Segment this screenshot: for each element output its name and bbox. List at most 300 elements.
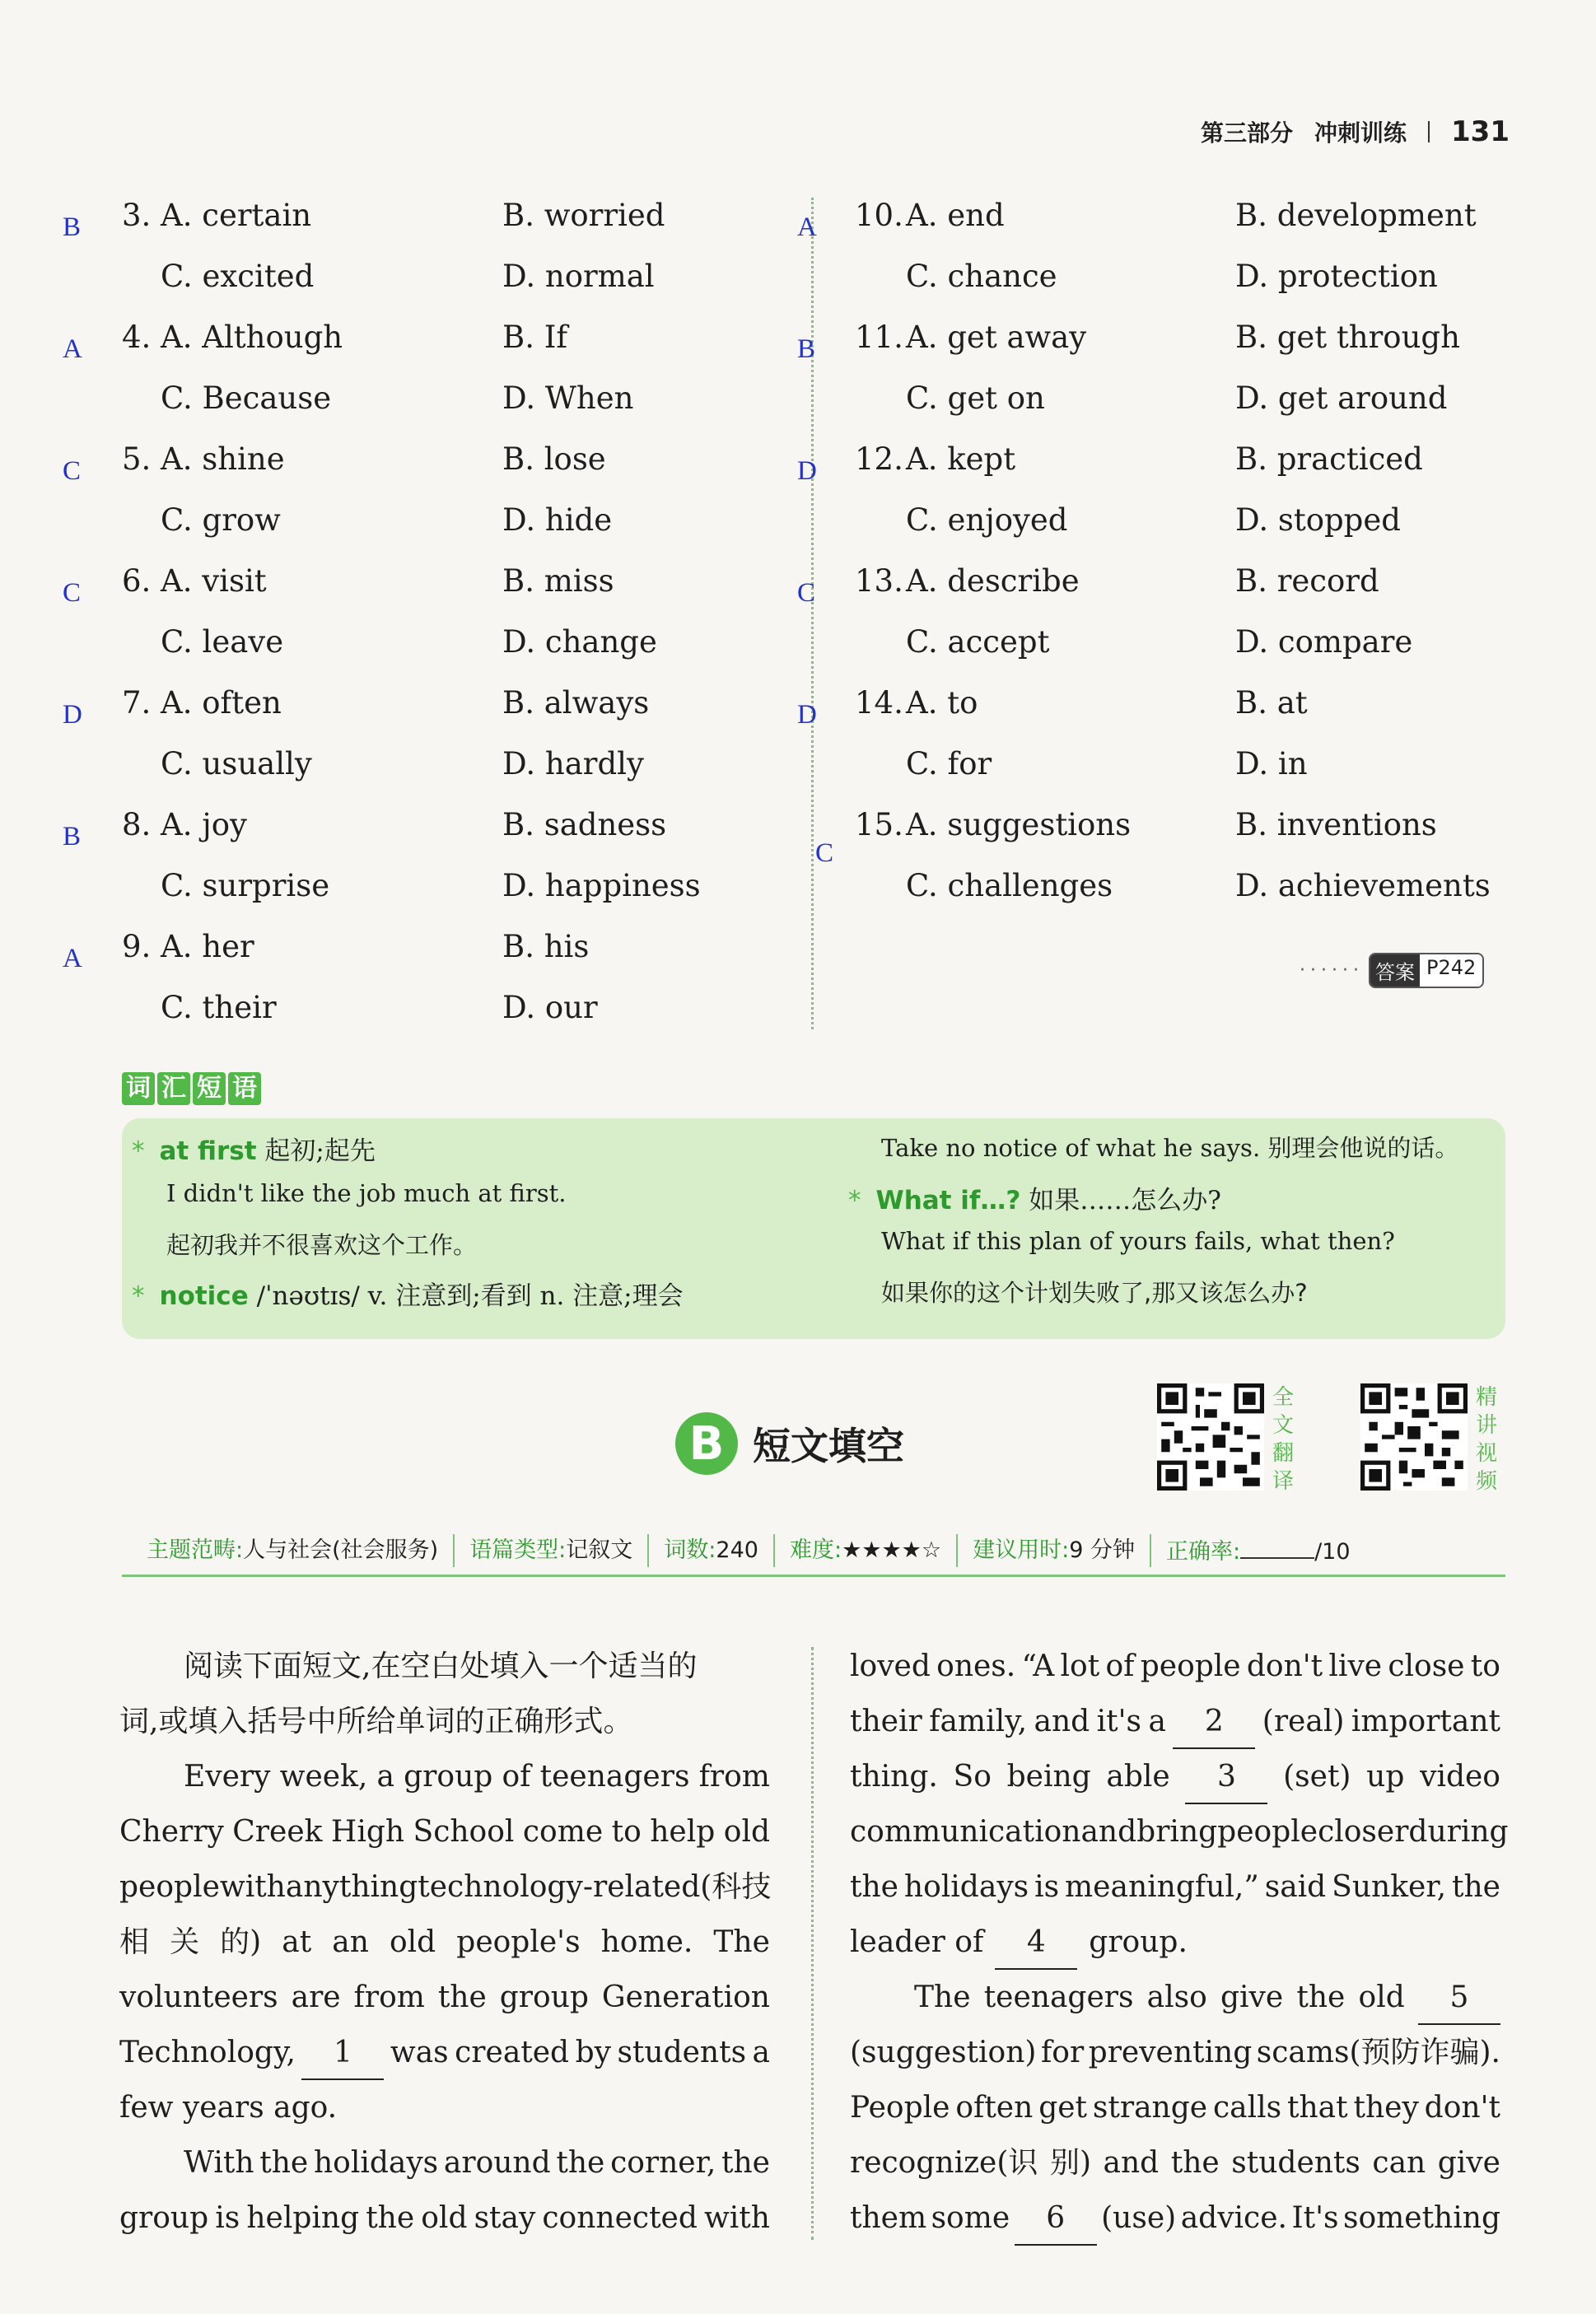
answer-blank[interactable]: 6 bbox=[1015, 2190, 1097, 2246]
info-label: 语篇类型: bbox=[469, 1537, 567, 1563]
info-label: 词数: bbox=[664, 1537, 716, 1563]
vocab-box bbox=[122, 1118, 1505, 1339]
options-left-column bbox=[58, 198, 799, 1051]
vocab-meaning: 起初;起先 bbox=[256, 1136, 376, 1166]
passage-text: leader of bbox=[850, 1925, 984, 1959]
passage-word: thing. bbox=[850, 1760, 938, 1794]
passage-word: stay bbox=[474, 2201, 536, 2235]
question-block bbox=[58, 807, 799, 929]
passage-word: live bbox=[1328, 1649, 1383, 1683]
option-d[interactable]: D. in bbox=[1235, 746, 1308, 781]
passage-line bbox=[850, 2025, 1500, 2080]
difficulty-stars: ★★★★☆ bbox=[842, 1537, 942, 1563]
answer-blank[interactable]: 5 bbox=[1418, 1970, 1500, 2025]
passage-word: group bbox=[119, 2201, 209, 2235]
vocab-example: Take no notice of what he says. 别理会他说的话。 bbox=[881, 1134, 1459, 1162]
option-c[interactable]: C. their bbox=[161, 990, 277, 1025]
option-b[interactable]: B. worried bbox=[502, 198, 665, 233]
question-block bbox=[791, 807, 1532, 929]
passage-word: people bbox=[1217, 1815, 1318, 1849]
question-block bbox=[791, 198, 1532, 320]
option-c[interactable]: C. surprise bbox=[161, 868, 330, 903]
passage-word: family, bbox=[929, 1705, 1028, 1738]
option-a[interactable]: A. get away bbox=[906, 320, 1087, 355]
option-a[interactable]: A. to bbox=[906, 685, 978, 721]
option-c[interactable]: C. grow bbox=[161, 502, 281, 538]
question-number: 8. bbox=[122, 807, 152, 842]
answer-badge-label: 答案 bbox=[1370, 954, 1420, 987]
vocab-example-cn: 如果你的这个计划失败了,那又该怎么办? bbox=[881, 1279, 1308, 1307]
passage-word: 别) bbox=[1049, 2146, 1091, 2180]
section-b-badge: B bbox=[675, 1412, 738, 1475]
passage-word: old bbox=[1358, 1980, 1405, 2014]
instruction-line bbox=[119, 1639, 770, 1694]
vocab-title-char: 词 bbox=[122, 1072, 155, 1105]
passage-word: during bbox=[1408, 1815, 1509, 1849]
option-c[interactable]: C. excited bbox=[161, 259, 315, 294]
passage-word: week, bbox=[279, 1760, 368, 1794]
option-a[interactable]: A. kept bbox=[906, 441, 1016, 477]
option-c[interactable]: C. usually bbox=[161, 746, 312, 781]
passage-word: (use) bbox=[1101, 2201, 1177, 2235]
passage-word: the bbox=[366, 2201, 415, 2235]
passage-word: communication bbox=[850, 1815, 1081, 1849]
question-number: 12. bbox=[855, 441, 903, 477]
passage-word: something bbox=[1343, 2201, 1500, 2235]
option-b[interactable]: B. always bbox=[502, 685, 650, 721]
passage-word: was bbox=[390, 2036, 449, 2069]
option-b[interactable]: B. at bbox=[1235, 685, 1308, 721]
info-accuracy bbox=[1151, 1534, 1365, 1567]
option-c[interactable]: C. enjoyed bbox=[906, 502, 1068, 538]
qr-label-char: 译 bbox=[1272, 1469, 1294, 1494]
option-c[interactable]: C. Because bbox=[161, 380, 332, 416]
question-number: 13. bbox=[855, 563, 903, 599]
question-number: 15. bbox=[855, 807, 903, 842]
passage-word: With bbox=[184, 2146, 254, 2180]
passage-word: important bbox=[1351, 1705, 1500, 1738]
passage-word: a bbox=[1148, 1705, 1166, 1738]
passage-word: (set) bbox=[1283, 1760, 1351, 1794]
passage-word: from bbox=[353, 1980, 425, 2014]
passage-word: up bbox=[1366, 1760, 1405, 1794]
qr-label-char: 讲 bbox=[1475, 1413, 1497, 1438]
section-b-heading bbox=[675, 1412, 904, 1475]
option-b[interactable]: B. inventions bbox=[1235, 807, 1437, 842]
qr-label-char: 文 bbox=[1272, 1413, 1294, 1438]
passage-word: Cherry bbox=[119, 1815, 224, 1849]
info-label: 正确率: bbox=[1165, 1539, 1241, 1565]
passage-line bbox=[850, 2135, 1500, 2190]
passage-line bbox=[850, 1970, 1500, 2025]
option-b[interactable]: B. record bbox=[1235, 563, 1379, 599]
answer-mark: B bbox=[63, 212, 82, 242]
star-bullet: * bbox=[132, 1281, 145, 1311]
passage-word: teenagers bbox=[983, 1980, 1134, 2014]
vocab-title-char: 语 bbox=[228, 1072, 261, 1105]
passage-word: don't bbox=[1424, 2091, 1500, 2125]
passage-line bbox=[119, 2190, 770, 2246]
option-b[interactable]: B. miss bbox=[502, 563, 614, 599]
passage-word: (real) bbox=[1262, 1705, 1345, 1738]
option-a[interactable]: A. her bbox=[161, 929, 254, 964]
passage-word: from bbox=[698, 1760, 770, 1794]
passage-left-column bbox=[119, 1639, 770, 2246]
passage-word: 相 bbox=[119, 1925, 150, 1959]
option-a[interactable]: A. shine bbox=[161, 441, 285, 477]
passage-word: can bbox=[1372, 2146, 1426, 2180]
option-a[interactable]: A. joy bbox=[161, 807, 247, 842]
passage-word: the bbox=[850, 1870, 898, 1904]
passage-word: the bbox=[721, 2146, 770, 2180]
info-label: 难度: bbox=[789, 1537, 842, 1563]
vocab-term: notice bbox=[159, 1281, 249, 1311]
option-b[interactable]: B. his bbox=[502, 929, 590, 964]
star-bullet: * bbox=[132, 1136, 145, 1166]
info-genre bbox=[455, 1534, 649, 1567]
info-value: 人与社会(社会服务) bbox=[243, 1537, 439, 1563]
option-b[interactable]: B. sadness bbox=[502, 807, 667, 842]
option-b[interactable]: B. get through bbox=[1235, 320, 1460, 355]
vocab-term: at first bbox=[159, 1136, 257, 1166]
passage-right-column bbox=[850, 1639, 1509, 2246]
question-number: 11. bbox=[855, 320, 903, 355]
passage-word: old bbox=[389, 1925, 436, 1959]
qr-code-translation[interactable] bbox=[1157, 1383, 1264, 1491]
answer-mark: D bbox=[63, 700, 82, 730]
passage-word: It's bbox=[1291, 2201, 1339, 2235]
passage-word: group bbox=[499, 1980, 589, 2014]
passage-word: old bbox=[421, 2201, 468, 2235]
passage-word: give bbox=[1437, 2146, 1500, 2180]
answer-mark: A bbox=[63, 334, 82, 364]
answer-blank[interactable]: 1 bbox=[301, 2025, 384, 2080]
passage-word: video bbox=[1420, 1760, 1500, 1794]
passage-word: advice. bbox=[1180, 2201, 1287, 2235]
passage-word: get bbox=[1038, 2091, 1088, 2125]
accuracy-blank[interactable] bbox=[1240, 1534, 1314, 1559]
passage-word: the bbox=[259, 2146, 309, 2180]
passage-word: the bbox=[556, 2146, 605, 2180]
option-d[interactable]: D. get around bbox=[1235, 380, 1448, 416]
passage-word: calls bbox=[1212, 2091, 1282, 2125]
option-d[interactable]: D. stopped bbox=[1235, 502, 1401, 538]
passage-word: School bbox=[413, 1815, 515, 1849]
passage-text: few years ago. bbox=[119, 2091, 338, 2125]
option-c[interactable]: C. chance bbox=[906, 259, 1057, 294]
passage-word: the bbox=[437, 1980, 487, 2014]
question-block bbox=[791, 563, 1532, 685]
header-separator bbox=[1428, 121, 1430, 142]
answer-mark: C bbox=[63, 456, 82, 486]
passage-word: and bbox=[1103, 2146, 1160, 2180]
passage-word: and bbox=[1034, 1705, 1090, 1738]
passage-word: it's bbox=[1096, 1705, 1142, 1738]
answer-mark: D bbox=[797, 700, 817, 730]
info-value: /10 bbox=[1314, 1539, 1351, 1565]
qr-label-char: 视 bbox=[1475, 1441, 1497, 1466]
passage-word: closer bbox=[1318, 1815, 1409, 1849]
answer-mark: D bbox=[797, 456, 817, 486]
qr-icon bbox=[1360, 1383, 1468, 1491]
passage-line bbox=[119, 1749, 770, 1804]
passage-word: group bbox=[404, 1760, 493, 1794]
answer-badge-page: P242 bbox=[1420, 954, 1482, 987]
qr-label-video bbox=[1474, 1383, 1499, 1495]
option-a[interactable]: A. describe bbox=[906, 563, 1080, 599]
option-d[interactable]: D. compare bbox=[1235, 624, 1413, 660]
passage-word: to bbox=[611, 1815, 642, 1849]
star-bullet: * bbox=[848, 1186, 861, 1215]
qr-code-video[interactable] bbox=[1360, 1383, 1468, 1491]
option-d[interactable]: D. change bbox=[502, 624, 657, 660]
option-c[interactable]: C. get on bbox=[906, 380, 1045, 416]
question-number: 7. bbox=[122, 685, 152, 721]
option-d[interactable]: D. happiness bbox=[502, 868, 701, 903]
passage-word: students bbox=[617, 2036, 747, 2069]
option-a[interactable]: A. often bbox=[161, 685, 282, 721]
passage-line bbox=[850, 1915, 1500, 1970]
passage-word: able bbox=[1106, 1760, 1170, 1794]
passage-word: Technology, bbox=[119, 2036, 296, 2069]
passage-word: preventing bbox=[1088, 2036, 1253, 2069]
answer-mark: C bbox=[797, 578, 816, 608]
passage-word: the bbox=[1451, 1870, 1500, 1904]
question-block bbox=[791, 685, 1532, 807]
option-c[interactable]: C. leave bbox=[161, 624, 284, 660]
option-a[interactable]: A. end bbox=[906, 198, 1005, 233]
option-b[interactable]: B. lose bbox=[502, 441, 606, 477]
passage-word: students bbox=[1231, 2146, 1360, 2180]
passage-word: them bbox=[850, 2201, 927, 2235]
passage-word: holidays bbox=[313, 2146, 439, 2180]
passage-word: of bbox=[1105, 1649, 1135, 1683]
vocab-example-en: What if this plan of yours fails, what then? bbox=[881, 1227, 1395, 1255]
passage-word: Generation bbox=[601, 1980, 770, 2014]
answer-blank[interactable]: 2 bbox=[1173, 1694, 1255, 1749]
passage-word: of bbox=[502, 1760, 531, 1794]
vocab-meaning: 如果……怎么办? bbox=[1020, 1186, 1221, 1215]
passage-word: home. bbox=[600, 1925, 693, 1959]
answer-blank[interactable]: 3 bbox=[1185, 1749, 1267, 1804]
passage-word: they bbox=[1353, 2091, 1419, 2125]
exercise-info-bar bbox=[122, 1527, 1505, 1577]
passage-word: technology-related(科技 bbox=[418, 1870, 772, 1904]
question-number: 9. bbox=[122, 929, 152, 964]
vocab-entry-what-if bbox=[848, 1179, 1221, 1216]
answer-mark: A bbox=[797, 212, 817, 242]
info-word-count bbox=[649, 1534, 775, 1567]
qr-label-char: 全 bbox=[1272, 1385, 1294, 1410]
passage-line bbox=[850, 2080, 1500, 2135]
vocab-title-char: 汇 bbox=[157, 1072, 190, 1105]
passage-word: is bbox=[1034, 1870, 1060, 1904]
option-d[interactable]: D. When bbox=[502, 380, 634, 416]
question-block bbox=[791, 320, 1532, 441]
passage-line bbox=[119, 2135, 770, 2190]
answer-mark: C bbox=[63, 578, 82, 608]
option-a[interactable]: A. suggestions bbox=[906, 807, 1132, 842]
qr-label-char: 频 bbox=[1475, 1469, 1497, 1494]
option-d[interactable]: D. achievements bbox=[1235, 868, 1491, 903]
passage-word: volunteers bbox=[119, 1980, 278, 2014]
vocab-meaning: /ˈnəʊtɪs/ v. 注意到;看到 n. 注意;理会 bbox=[248, 1281, 684, 1311]
passage-word: old bbox=[723, 1815, 770, 1849]
passage-word: High bbox=[330, 1815, 405, 1849]
qr-label-char: 翻 bbox=[1272, 1441, 1294, 1466]
answer-mark: C bbox=[815, 838, 834, 868]
passage-word: to bbox=[1470, 1649, 1500, 1683]
passage-word: meaningful,” bbox=[1065, 1870, 1259, 1904]
question-number: 14. bbox=[855, 685, 903, 721]
answer-reference[interactable] bbox=[1300, 953, 1484, 988]
page-number: 131 bbox=[1451, 115, 1510, 148]
info-value: 240 bbox=[716, 1537, 758, 1563]
question-number: 4. bbox=[122, 320, 152, 355]
options-right-column bbox=[791, 198, 1532, 929]
info-difficulty bbox=[775, 1534, 958, 1567]
passage-word: and bbox=[1080, 1815, 1137, 1849]
passage-word: an bbox=[332, 1925, 369, 1959]
question-block bbox=[58, 441, 799, 563]
passage-word: at bbox=[282, 1925, 312, 1959]
passage-word: their bbox=[850, 1705, 922, 1738]
option-d[interactable]: D. protection bbox=[1235, 259, 1438, 294]
option-c[interactable]: C. challenges bbox=[906, 868, 1113, 903]
passage-word: a bbox=[752, 2036, 770, 2069]
option-c[interactable]: C. accept bbox=[906, 624, 1050, 660]
question-number: 3. bbox=[122, 198, 152, 233]
passage-word: Every bbox=[184, 1760, 271, 1794]
passage-word: around bbox=[443, 2146, 551, 2180]
passage-word: anything bbox=[285, 1870, 418, 1904]
qr-label-translation bbox=[1271, 1383, 1295, 1495]
question-number: 10. bbox=[855, 198, 903, 233]
passage-word: people bbox=[119, 1870, 220, 1904]
passage-word: 关 bbox=[170, 1925, 200, 1959]
info-topic bbox=[122, 1534, 455, 1567]
info-value: 9 分钟 bbox=[1069, 1537, 1135, 1563]
passage-word: teenagers bbox=[539, 1760, 690, 1794]
passage-divider bbox=[811, 1647, 814, 2240]
passage-line bbox=[850, 2190, 1500, 2246]
option-b[interactable]: B. development bbox=[1235, 198, 1477, 233]
passage-line bbox=[850, 1859, 1500, 1915]
info-time bbox=[958, 1534, 1151, 1567]
passage-word: corner, bbox=[610, 2146, 716, 2180]
option-c[interactable]: C. for bbox=[906, 746, 992, 781]
passage-word: connected bbox=[542, 2201, 698, 2235]
passage-line bbox=[119, 2080, 770, 2135]
answer-badge bbox=[1369, 953, 1484, 988]
passage-line bbox=[119, 1970, 770, 2025]
passage-word: the bbox=[1170, 2146, 1220, 2180]
passage-word: helping bbox=[246, 2201, 360, 2235]
passage-word: Sunker, bbox=[1332, 1870, 1447, 1904]
instruction-line bbox=[119, 1694, 770, 1749]
option-d[interactable]: D. hardly bbox=[502, 746, 644, 781]
passage-line bbox=[119, 1915, 770, 1970]
passage-word: The bbox=[914, 1980, 971, 2014]
option-d[interactable]: D. our bbox=[502, 990, 598, 1025]
passage-text: group. bbox=[1089, 1925, 1188, 1959]
question-block bbox=[58, 198, 799, 320]
question-block bbox=[58, 929, 799, 1051]
passage-word: help bbox=[650, 1815, 716, 1849]
vocab-example-en: I didn't like the job much at first. bbox=[166, 1179, 567, 1207]
option-d[interactable]: D. hide bbox=[502, 502, 613, 538]
option-a[interactable]: A. certain bbox=[161, 198, 312, 233]
option-a[interactable]: A. visit bbox=[161, 563, 267, 599]
option-b[interactable]: B. practiced bbox=[1235, 441, 1423, 477]
question-number: 5. bbox=[122, 441, 152, 477]
answer-blank[interactable]: 4 bbox=[995, 1915, 1077, 1970]
passage-word: give bbox=[1220, 1980, 1284, 2014]
answer-mark: B bbox=[797, 334, 816, 364]
info-label: 建议用时: bbox=[973, 1537, 1070, 1563]
option-b[interactable]: B. If bbox=[502, 320, 568, 355]
passage-line bbox=[850, 1639, 1500, 1694]
passage-word: is bbox=[215, 2201, 240, 2235]
passage-word: ones. bbox=[936, 1649, 1016, 1683]
option-a[interactable]: A. Although bbox=[161, 320, 343, 355]
passage-word: said bbox=[1264, 1870, 1327, 1904]
instruction-text: 词,或填入括号中所给单词的正确形式。 bbox=[119, 1705, 633, 1738]
passage-word: are bbox=[291, 1980, 341, 2014]
passage-word: So bbox=[953, 1760, 992, 1794]
question-block bbox=[58, 563, 799, 685]
passage-word: strange bbox=[1092, 2091, 1208, 2125]
passage-word: some bbox=[931, 2201, 1010, 2235]
passage-word: Creek bbox=[232, 1815, 323, 1849]
qr-icon bbox=[1157, 1383, 1264, 1491]
vocab-entry-at-first bbox=[132, 1130, 376, 1167]
passage-word: “A bbox=[1021, 1649, 1055, 1683]
passage-line bbox=[119, 1859, 770, 1915]
info-label: 主题范畴: bbox=[147, 1537, 244, 1563]
vocab-example-cn: 起初我并不很喜欢这个工作。 bbox=[166, 1231, 478, 1259]
passage-line bbox=[850, 1749, 1500, 1804]
question-block bbox=[58, 685, 799, 807]
vocab-title-char: 短 bbox=[193, 1072, 226, 1105]
passage-word: with bbox=[219, 1870, 286, 1904]
subsection-label: 冲刺训练 bbox=[1314, 119, 1407, 147]
passage-word: recognize(识 bbox=[850, 2146, 1038, 2180]
answer-mark: B bbox=[63, 822, 82, 851]
passage-word: People bbox=[850, 2091, 950, 2125]
passage-line bbox=[119, 2025, 770, 2080]
info-value: 记叙文 bbox=[566, 1537, 633, 1563]
passage-word: bring bbox=[1136, 1815, 1218, 1849]
option-d[interactable]: D. normal bbox=[502, 259, 655, 294]
passage-word: people bbox=[1140, 1649, 1241, 1683]
leader-dots: ······ bbox=[1300, 960, 1364, 981]
passage-word: don't bbox=[1246, 1649, 1323, 1683]
vocab-title bbox=[122, 1072, 261, 1105]
question-block bbox=[58, 320, 799, 441]
page-header bbox=[1201, 115, 1510, 148]
passage-word: loved bbox=[850, 1649, 931, 1683]
passage-word: by bbox=[575, 2036, 611, 2069]
question-number: 6. bbox=[122, 563, 152, 599]
passage-line bbox=[850, 1694, 1500, 1749]
passage-word: (suggestion) bbox=[850, 2036, 1037, 2069]
passage-word: people's bbox=[456, 1925, 581, 1959]
passage-line bbox=[850, 1804, 1509, 1859]
section-label: 第三部分 bbox=[1200, 119, 1293, 147]
passage-line bbox=[119, 1804, 770, 1859]
answer-mark: A bbox=[63, 944, 82, 973]
